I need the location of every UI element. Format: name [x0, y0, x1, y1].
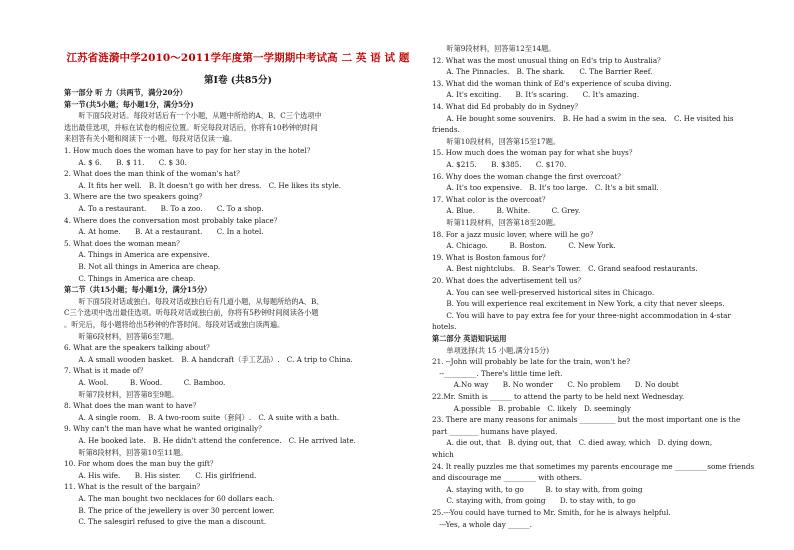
left-line: 9. Why can't the man have what he wanted originally？ — [64, 424, 266, 434]
right-line: 第二部分 英语知识运用 — [432, 334, 507, 343]
left-line: 1. How much does the woman have to pay for her stay in the hotel？ — [64, 146, 314, 155]
right-line: 听第9段材料，回答第12至14题。 — [432, 44, 556, 53]
right-line: 14. What did Ed probably do in Sydney？ — [432, 102, 582, 111]
right-line: ---Yes, a whole day ______. — [432, 519, 532, 529]
left-line: C. The salesgirl refused to give the man a discount. — [64, 517, 267, 527]
left-line: A. At home. B. At a restaurant. C. In a hotel. — [64, 227, 264, 237]
left-line: A. A single room. B. A two-room suite（套间）. C. A suite with a bath. — [64, 412, 340, 422]
right-line: B. You will experience real excitement in New York, a city that never sleeps. — [432, 299, 725, 309]
left-line: 第二节（共15小题；每小题1分，满分15分） — [64, 285, 212, 295]
left-line: 听下面5段对话。每段对话后有一个小题，从题中所给的A、B、C三个选项中 — [64, 111, 322, 121]
right-line: C. You will have to pay extra fee for your three-night accommodation in 4-star — [432, 310, 731, 320]
left-line: A. Things in America are expensive. — [64, 250, 210, 260]
right-line: 13. What did the woman think of Ed's experience of scuba diving. — [432, 78, 672, 88]
right-line: A. You can see well-preserved historical sites in Chicago. — [432, 287, 655, 297]
right-line: 听第11段材料，回答第18至20题。 — [432, 218, 561, 227]
right-line: 25.---You could have turned to Mr. Smith, for he is always helpful. — [432, 508, 671, 517]
right-line: A. It's exciting. B. It's scaring. C. It's amazing. — [432, 90, 640, 100]
left-line: 4. Where does the conversation most probably take place？ — [64, 215, 281, 225]
left-line: A. It fits her well. B. It doesn't go with her dress. C. He likes its style. — [64, 180, 342, 190]
left-line: 5. What does the woman mean？ — [64, 238, 184, 248]
right-line: 12. What was the most unusual thing on Ed's trip to Australia？ — [432, 55, 665, 65]
right-line: 听第10段材料，回答第15至17题。 — [432, 136, 561, 146]
right-line: A. $215. B. $385. C. $170. — [432, 160, 567, 169]
left-line: 8. What does the man want to have？ — [64, 401, 200, 411]
left-line: A. He booked late. B. He didn't attend the conference. C. He arrived late. — [64, 436, 356, 445]
right-line: friends. — [432, 125, 460, 135]
left-column — [64, 0, 412, 550]
left-line: 11. What is the result of the bargain？ — [64, 482, 204, 492]
right-line: part ________ humans have played. — [432, 426, 558, 436]
right-column — [432, 0, 758, 550]
left-line: 第一部分 听 力（共两节，满分20分） — [64, 88, 187, 97]
right-line: A.possible B. probable C. likely D. seemingly — [432, 403, 631, 413]
right-line: --_________. There's little time left. — [432, 368, 563, 378]
left-line: B. The price of the jewellery is over 30 percent lower. — [64, 505, 275, 515]
right-line: hotels. — [432, 322, 457, 332]
right-line: 单项选择(共 15 小题,满分15分) — [432, 345, 550, 355]
right-line: C. staying with, from going D. to stay with, to go — [432, 496, 636, 506]
right-line: A. Chicago. B. Boston. C. New York. — [432, 241, 616, 251]
left-line: A. The man bought two necklaces for 60 dollars each. — [64, 494, 275, 503]
right-line: which — [432, 450, 454, 459]
right-line: 18. For a jazz music lover, where will he go？ — [432, 229, 597, 239]
left-line: 6. What are the speakers talking about？ — [64, 343, 214, 353]
right-line: 15. How much does the woman pay for what she buys？ — [432, 148, 637, 158]
right-line: A. die out, that B. dying out, that C. died away, which D. dying down, — [432, 438, 713, 448]
left-line: 听第8段材料，回答第10至11题。 — [64, 447, 188, 457]
left-line: 7. What is it made of？ — [64, 366, 147, 376]
right-line: A. The Pinnacles. B. The shark. C. The Barrier Reef. — [432, 67, 653, 77]
left-line: A. Wool. B. Wood. C. Bamboo. — [64, 378, 226, 387]
left-line: A. His wife. B. His sister. C. His girlfriend. — [64, 470, 257, 480]
right-line: 21. --John will probably be late for the train, won't he? — [432, 357, 631, 367]
left-line: A. A small wooden basket. B. A handcraft（手工艺品）. C. A trip to China. — [64, 354, 353, 364]
left-line: 听第6段材料，回答第6至7题。 — [64, 331, 179, 341]
right-line: and discourage me _________ with others. — [432, 473, 582, 483]
right-line: 20. What does the advertisement tell us？ — [432, 276, 585, 285]
left-line: 听第7段材料，回答第8至9题。 — [64, 389, 179, 399]
right-line: A. He bought some souvenirs. B. He had a swim in the sea. C. He visited his — [432, 113, 734, 123]
right-line: 17. What color is the overcoat？ — [432, 194, 550, 204]
right-line: A.No way B. No wonder C. No problem D. No doubt — [432, 380, 679, 390]
right-line: 24. It really puzzles me that sometimes my parents encourage me _________some friends — [432, 461, 755, 471]
left-line: 听下面5段对话或独白。每段对话或独白后有几道小题，从每题所给的A、B、 — [64, 296, 324, 306]
exam-title: 江苏省涟漪中学2010～2011学年度第一学期期中考试高 二 英 语 试 题 — [66, 52, 410, 64]
right-line: 23. There are many reasons for animals __________ but the most important one is the — [432, 415, 741, 425]
left-line: A. $ 6. B. $ 11. C. $ 30. — [64, 157, 187, 167]
left-line: B. Not all things in America are cheap. — [64, 262, 221, 271]
right-line: A. staying with, to go B. to stay with, from going — [432, 484, 643, 494]
left-line: 。听完后，每小题将给出5秒钟的作答时间。每段对话或独白读两遍。 — [64, 320, 285, 329]
right-line: 16. Why does the woman change the first overcoat？ — [432, 171, 625, 181]
right-line: A. Blue. B. White. C. Grey. — [432, 206, 581, 216]
left-line: A. To a restaurant. B. To a zoo. C. To a shop. — [64, 204, 264, 213]
left-line: 选出最佳选项，并标在试卷的相应位置。听完每段对话后，你将有10秒钟的时间 — [64, 122, 318, 132]
volume-heading: 第Ⅰ卷 (共85分) — [204, 75, 272, 86]
left-line: 第一节(共5小题；每小题1分，满分5分) — [64, 99, 194, 109]
left-line: 来回答有关小题和阅读下一小题。每段对话仅读一遍。 — [64, 134, 237, 144]
right-line: A. Best nightclubs. B. Sear's Tower. C. Grand seafood restaurants. — [432, 264, 698, 274]
left-line: C三个选项中选出最佳选项。听每段对话或独白前，你将有5秒钟时间阅读各小题 — [64, 308, 319, 318]
left-line: C. Things in America are cheap. — [64, 273, 196, 283]
right-line: 19. What is Boston famous for？ — [432, 252, 550, 262]
right-line: 22.Mr. Smith is ______ to attend the party to be held next Wednesday. — [432, 392, 685, 401]
right-line: A. It's too expensive. B. It's too large. C. It's a bit small. — [432, 183, 659, 193]
left-line: 10. For whom does the man buy the gift？ — [64, 459, 218, 469]
left-line: 3. Where are the two speakers going？ — [64, 192, 206, 202]
left-line: 2. What does the man think of the woman's hat？ — [64, 169, 244, 179]
